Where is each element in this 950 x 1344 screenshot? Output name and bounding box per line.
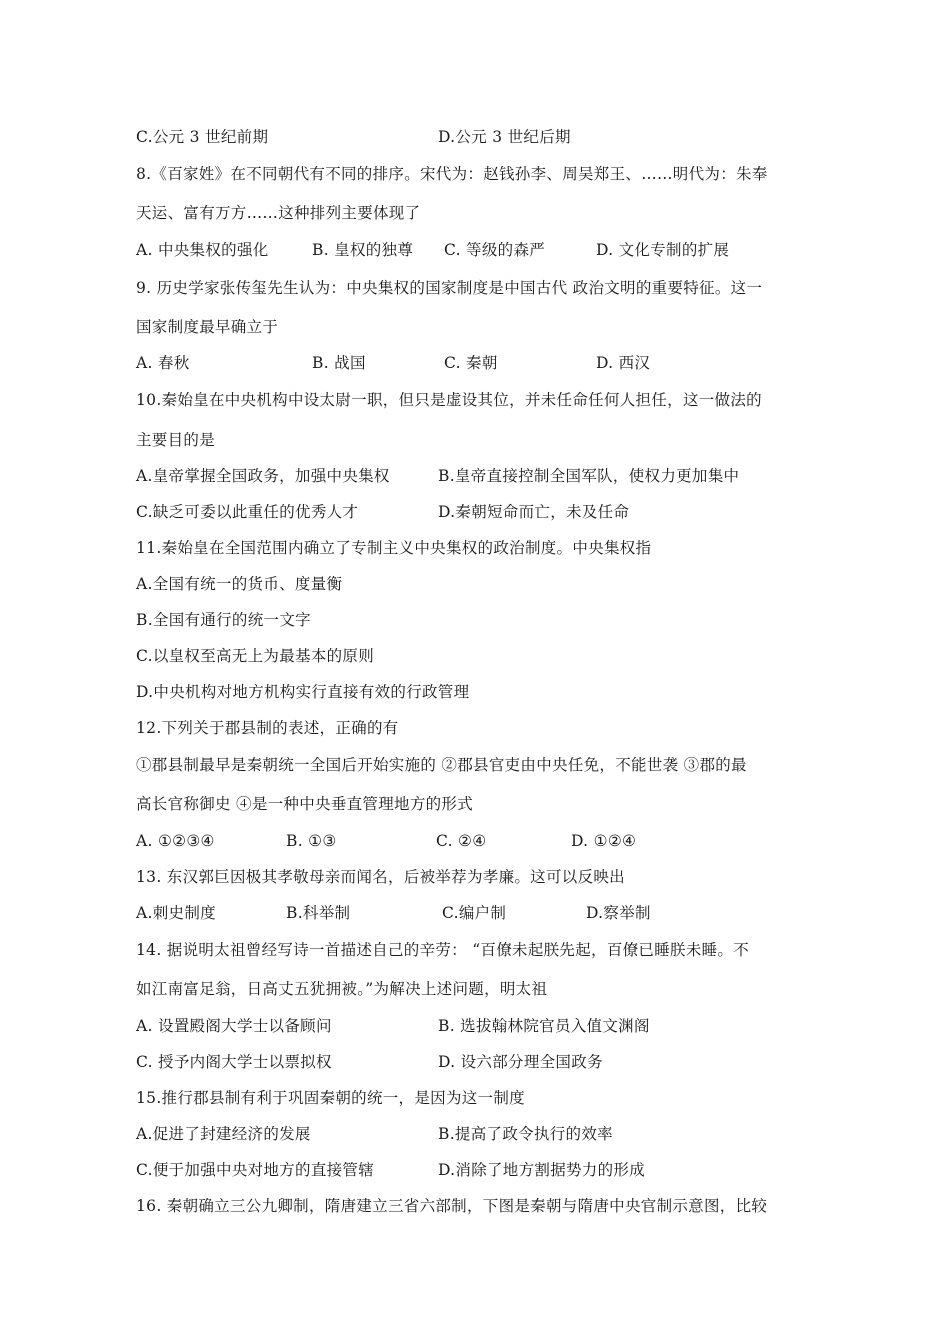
q8-stem-line2: 天运、富有万方……这种排列主要体现了	[136, 204, 421, 222]
q14-option-c: C. 授予内阁大学士以票拟权	[136, 1053, 332, 1071]
q14-option-b: B. 选拔翰林院官员入值文渊阁	[438, 1017, 650, 1035]
q12-items-line1: ①郡县制最早是秦朝统一全国后开始实施的 ②郡县官吏由中央任免，不能世袭 ③郡的最	[136, 756, 747, 774]
q8-stem-line1: 8.《百家姓》在不同朝代有不同的排序。宋代为：赵钱孙李、周吴郑王、……明代为：朱奉	[136, 165, 768, 183]
q12-stem: 12.下列关于郡县制的表述，正确的有	[136, 719, 399, 737]
q11-option-a: A.全国有统一的货币、度量衡	[136, 575, 343, 593]
q10-stem-line2: 主要目的是	[136, 431, 216, 449]
q15-option-c: C.便于加强中央对地方的直接管辖	[136, 1161, 375, 1179]
q11-option-b: B.全国有通行的统一文字	[136, 611, 311, 629]
q13-option-a: A.刺史制度	[136, 904, 216, 922]
q15-option-b: B.提高了政令执行的效率	[438, 1125, 613, 1143]
q7-option-c: C.公元 3 世纪前期	[136, 128, 269, 146]
q8-option-b: B. 皇权的独尊	[312, 241, 414, 259]
q12-option-c: C. ②④	[436, 832, 487, 850]
q16-stem-line1: 16. 秦朝确立三公九卿制，隋唐建立三省六部制，下图是秦朝与隋唐中央官制示意图，比较	[136, 1197, 768, 1215]
q11-stem: 11.秦始皇在全国范围内确立了专制主义中央集权的政治制度。中央集权指	[136, 539, 652, 557]
q12-option-d: D. ①②④	[571, 832, 637, 850]
q10-option-a: A.皇帝掌握全国政务，加强中央集权	[136, 467, 390, 485]
q10-stem-line1: 10.秦始皇在中央机构中设太尉一职，但只是虚设其位，并未任命任何人担任，这一做法的	[136, 391, 762, 409]
q15-option-d: D.消除了地方割据势力的形成	[438, 1161, 646, 1179]
q13-option-c: C.编户制	[442, 904, 507, 922]
q14-option-d: D. 设六部分理全国政务	[438, 1053, 603, 1071]
q10-option-d: D.秦朝短命而亡，未及任命	[438, 503, 630, 521]
q10-option-b: B.皇帝直接控制全国军队，使权力更加集中	[438, 467, 740, 485]
q14-option-a: A. 设置殿阁大学士以备顾问	[136, 1017, 332, 1035]
q9-option-d: D. 西汉	[596, 354, 651, 372]
q11-option-c: C.以皇权至高无上为最基本的原则	[136, 647, 375, 665]
q9-option-b: B. 战国	[312, 354, 366, 372]
q8-option-c: C. 等级的森严	[444, 241, 546, 259]
q8-option-d: D. 文化专制的扩展	[596, 241, 730, 259]
q10-option-c: C.缺乏可委以此重任的优秀人才	[136, 503, 359, 521]
q14-stem-line2: 如江南富足翁，日高丈五犹拥被。”为解决上述问题，明太祖	[136, 980, 548, 998]
q12-items-line2: 高长官称御史 ④是一种中央垂直管理地方的形式	[136, 795, 474, 813]
q9-stem-line2: 国家制度最早确立于	[136, 318, 279, 336]
q13-stem: 13. 东汉郭巨因极其孝敬母亲而闻名，后被举荐为孝廉。这可以反映出	[136, 868, 625, 886]
q8-option-a: A. 中央集权的强化	[136, 241, 269, 259]
q15-stem: 15.推行郡县制有利于巩固秦朝的统一，是因为这一制度	[136, 1089, 525, 1107]
q7-option-d: D.公元 3 世纪后期	[438, 128, 571, 146]
q12-option-a: A. ①②③④	[136, 832, 215, 850]
q15-option-a: A.促进了封建经济的发展	[136, 1125, 311, 1143]
q12-option-b: B. ①③	[286, 832, 337, 850]
q9-stem-line1: 9. 历史学家张传玺先生认为：中央集权的国家制度是中国古代 政治文明的重要特征。这一	[136, 279, 763, 297]
q9-option-c: C. 秦朝	[444, 354, 498, 372]
q13-option-d: D.察举制	[586, 904, 651, 922]
q14-stem-line1: 14. 据说明太祖曾经写诗一首描述自己的辛劳： “百僚未起朕先起，百僚已睡朕未睡。不	[136, 941, 750, 959]
q9-option-a: A. 春秋	[136, 354, 190, 372]
q13-option-b: B.科举制	[286, 904, 351, 922]
q11-option-d: D.中央机构对地方机构实行直接有效的行政管理	[136, 683, 470, 701]
